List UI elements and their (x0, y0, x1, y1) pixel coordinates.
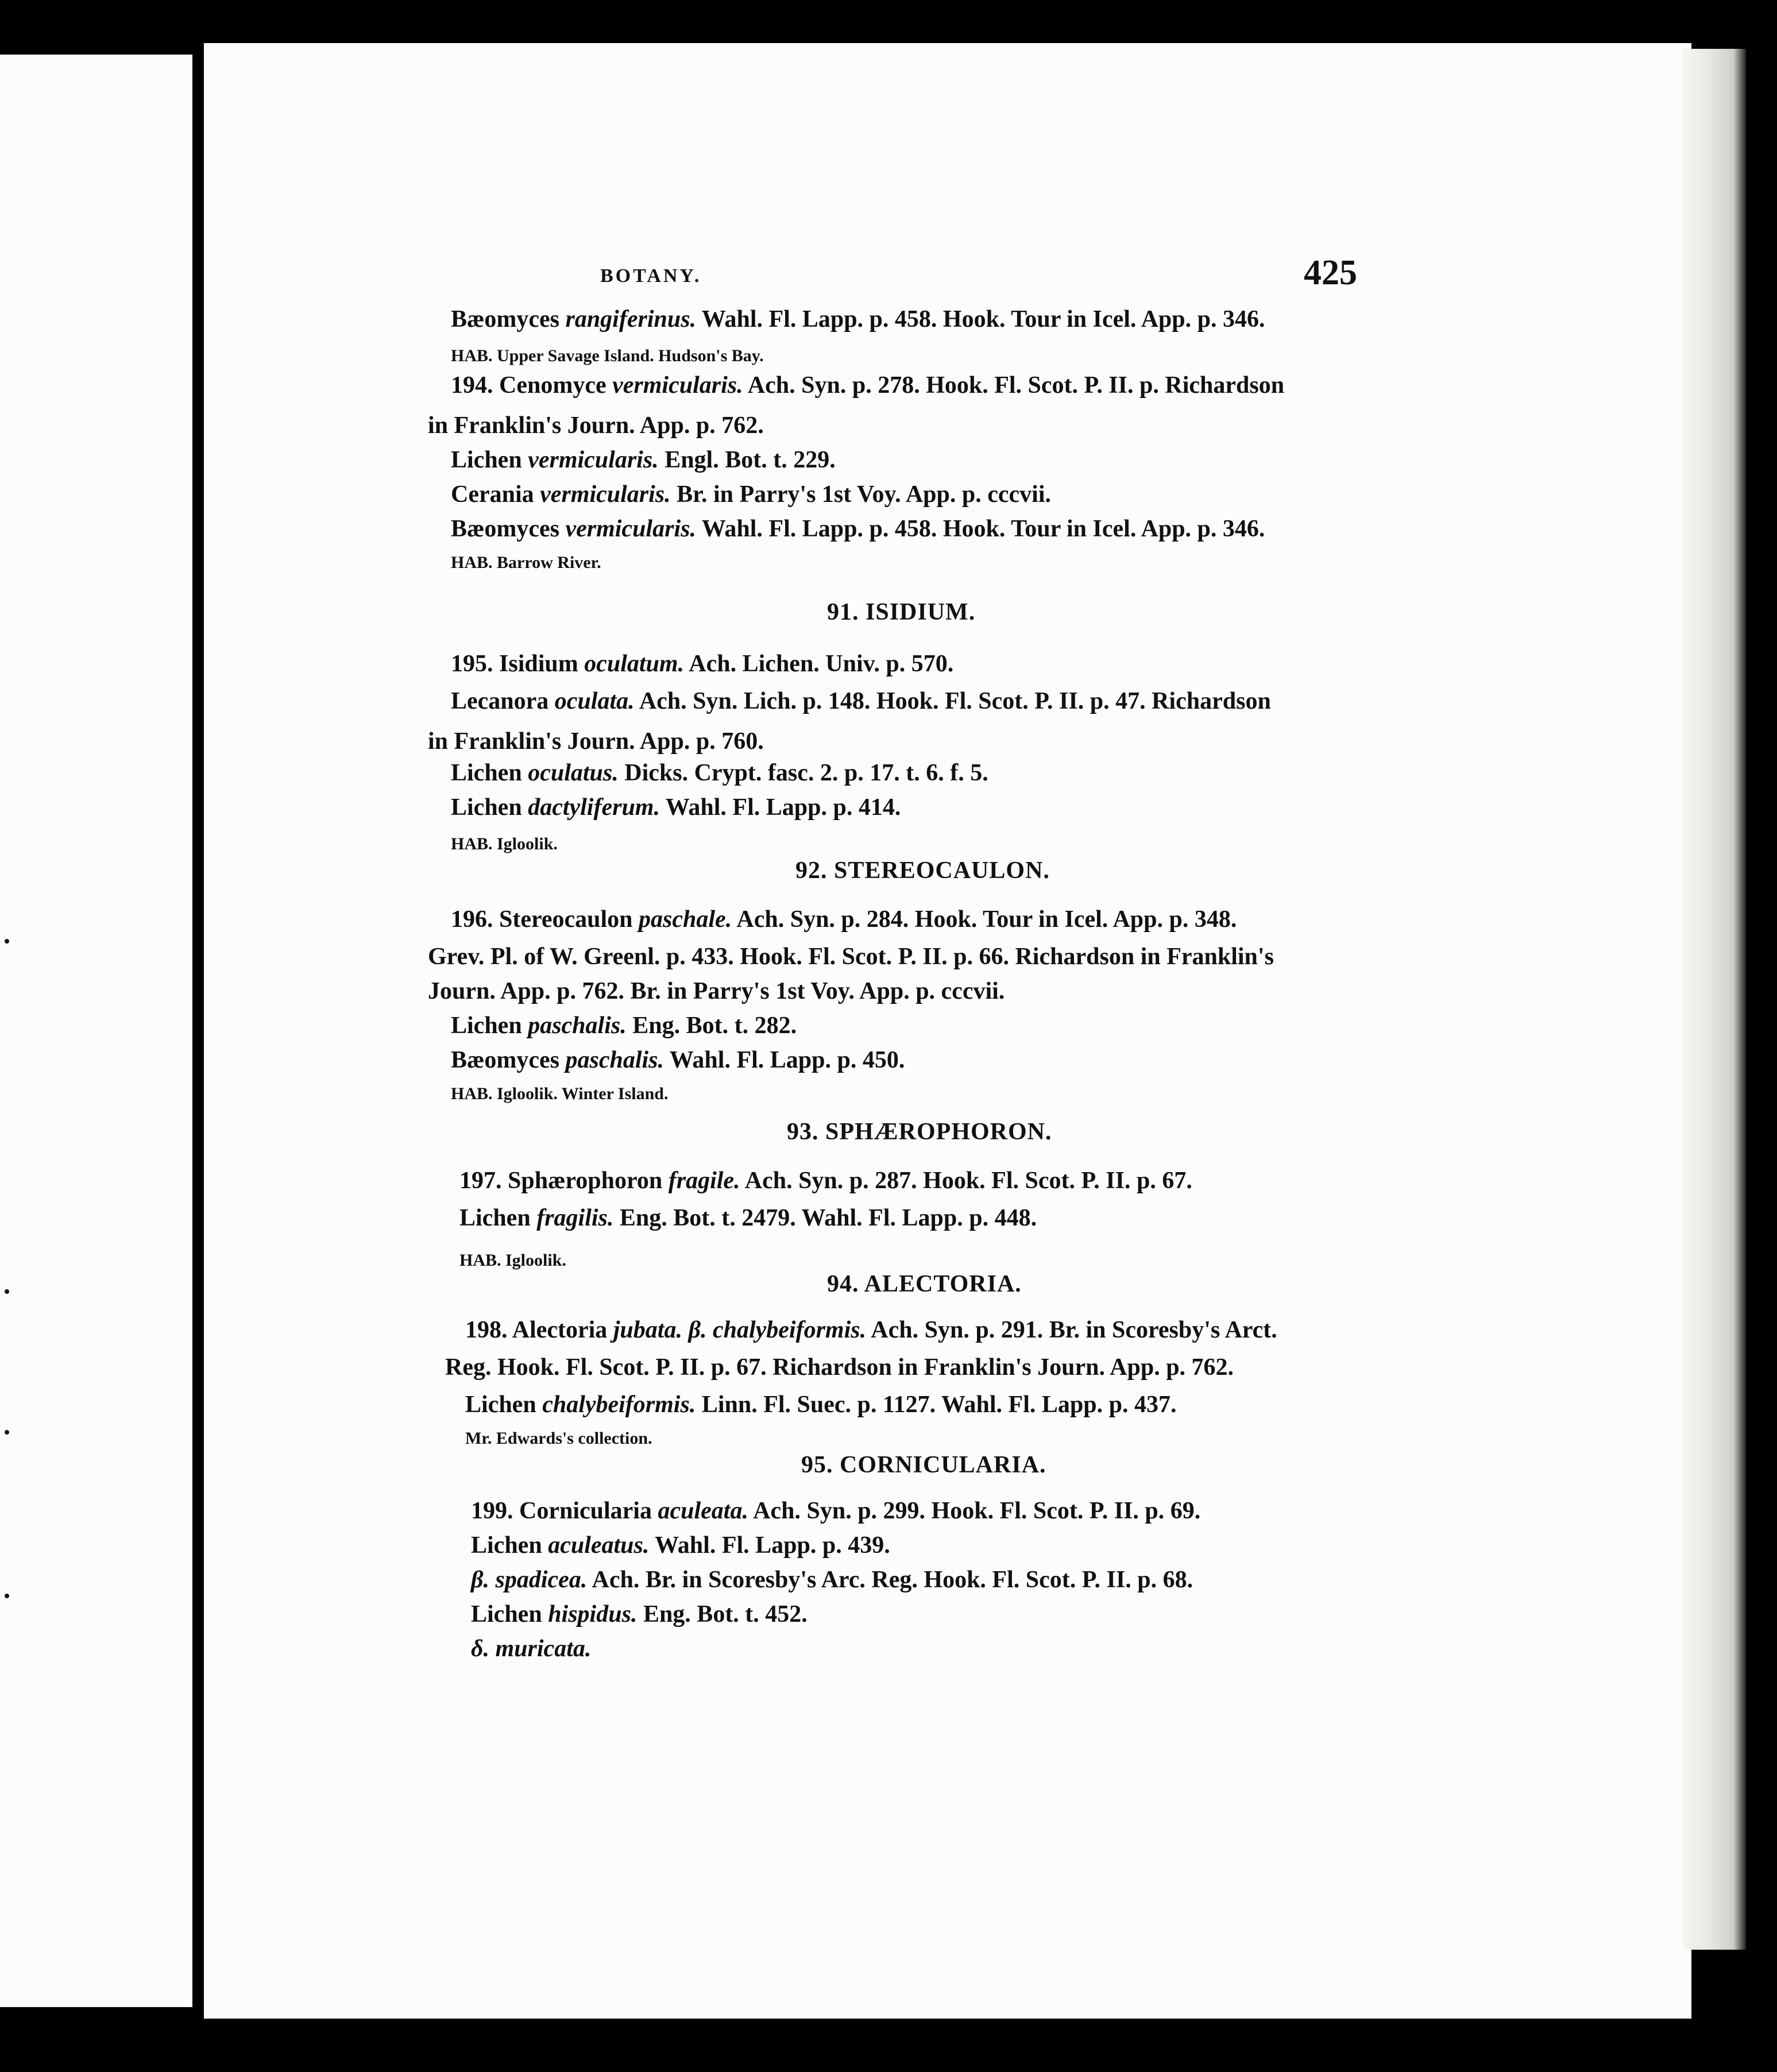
text-line (451, 373, 1284, 397)
text-run: HAB. Barrow River. (451, 553, 601, 572)
text-line (451, 907, 1237, 931)
text-line (451, 517, 1265, 541)
text-line (428, 979, 1005, 1003)
text-line (471, 1533, 890, 1557)
text-run: Ach. Syn. Lich. p. 148. Hook. Fl. Scot. P. II. p. 47. Richardson (634, 688, 1271, 714)
book-page (204, 43, 1691, 2019)
text-run: Wahl. Fl. Lapp. p. 458. Hook. Tour in Icel. App. p. 346. (696, 516, 1265, 542)
species-epithet: fragilis. (536, 1205, 614, 1231)
text-run: Dicks. Crypt. fasc. 2. p. 17. t. 6. f. 5. (618, 760, 988, 786)
text-line (459, 1169, 1192, 1193)
text-run: 198. Alectoria (465, 1317, 613, 1343)
text-run: Lichen (465, 1391, 543, 1418)
text-run: 199. Cornicularia (471, 1498, 658, 1524)
text-run: Bæomyces (451, 516, 566, 542)
text-line (471, 1637, 591, 1661)
text-line (471, 1568, 1193, 1592)
text-run: Lecanora (451, 688, 555, 714)
species-epithet: paschalis. (528, 1012, 627, 1039)
text-line (428, 413, 764, 438)
text-run: Lichen (471, 1532, 548, 1559)
text-run: 194. Cenomyce (451, 372, 613, 399)
genus-heading (787, 1120, 1052, 1144)
text-run: 196. Stereocaulon (451, 906, 639, 933)
habitat-line (459, 1252, 566, 1269)
species-epithet: aculeata. (658, 1498, 748, 1524)
text-line (459, 1206, 1037, 1230)
habitat-line (451, 1085, 668, 1103)
text-run: 195. Isidium (451, 651, 585, 677)
text-run: Engl. Bot. t. 229. (658, 447, 836, 473)
text-run: Ach. Syn. p. 287. Hook. Fl. Scot. P. II. p. 67. (740, 1168, 1192, 1194)
text-run: Lichen (451, 447, 528, 473)
text-run: Wahl. Fl. Lapp. p. 414. (659, 794, 901, 821)
text-line (471, 1602, 808, 1626)
text-run: Bæomyces (451, 306, 566, 333)
habitat-line (451, 836, 558, 853)
habitat-line (465, 1430, 652, 1447)
page-edge (1683, 49, 1746, 1950)
text-line (465, 1318, 1277, 1342)
text-run: Ach. Syn. p. 284. Hook. Tour in Icel. App. p. 348. (732, 906, 1237, 933)
margin-mark (5, 1430, 9, 1435)
text-run: HAB. Upper Savage Island. Hudson's Bay. (451, 346, 764, 365)
text-line (451, 482, 1051, 507)
text-run: 95. CORNICULARIA. (801, 1452, 1046, 1478)
species-epithet: paschalis. (565, 1047, 664, 1073)
text-run: Eng. Bot. t. 282. (626, 1012, 797, 1039)
text-line (428, 729, 764, 753)
text-run: Wahl. Fl. Lapp. p. 450. (664, 1047, 905, 1073)
text-run: Br. in Parry's 1st Voy. App. p. cccvii. (670, 481, 1052, 508)
species-epithet: oculatus. (528, 760, 619, 786)
text-run: Lichen (451, 1012, 528, 1039)
text-line (451, 448, 836, 472)
species-epithet: fragile. (668, 1168, 740, 1194)
text-run: Lichen (471, 1601, 548, 1628)
species-epithet: vermicularis. (540, 481, 671, 508)
running-head: BOTANY. (600, 265, 702, 287)
text-run: in Franklin's Journ. App. p. 760. (428, 728, 764, 755)
species-epithet: chalybeiformis. (542, 1391, 696, 1418)
species-epithet: vermicularis. (528, 447, 659, 473)
text-line (465, 1393, 1176, 1417)
text-line (445, 1355, 1234, 1379)
text-line (428, 945, 1274, 969)
text-line (451, 689, 1271, 713)
text-run: Ach. Syn. p. 299. Hook. Fl. Scot. P. II. p. 69. (748, 1498, 1201, 1524)
text-run: Cerania (451, 481, 540, 508)
species-epithet: vermicularis. (612, 372, 743, 399)
page-number: 425 (1304, 253, 1357, 292)
text-run: Eng. Bot. t. 2479. Wahl. Fl. Lapp. p. 448. (613, 1205, 1037, 1231)
species-epithet: dactyliferum. (528, 794, 660, 821)
text-run: Ach. Br. in Scoresby's Arc. Reg. Hook. Fl. Scot. P. II. p. 68. (587, 1567, 1193, 1593)
text-run: HAB. Igloolik. (451, 834, 558, 853)
species-epithet: oculata. (554, 688, 635, 714)
text-run: Wahl. Fl. Lapp. p. 458. Hook. Tour in Icel. App. p. 346. (696, 306, 1265, 333)
species-epithet: δ. muricata. (471, 1636, 592, 1662)
text-run: Lichen (451, 760, 528, 786)
text-run: 91. ISIDIUM. (827, 599, 976, 625)
text-line (451, 307, 1265, 331)
left-page (0, 55, 192, 2007)
margin-mark (5, 1289, 9, 1294)
habitat-line (451, 554, 601, 571)
species-epithet: paschale. (639, 906, 732, 933)
text-run: Lichen (451, 794, 528, 821)
genus-heading (827, 1272, 1022, 1296)
species-epithet: rangiferinus. (565, 306, 697, 333)
species-epithet: hispidus. (548, 1601, 638, 1628)
text-run: in Franklin's Journ. App. p. 762. (428, 412, 764, 439)
text-line (471, 1499, 1200, 1523)
genus-heading (827, 600, 975, 624)
species-epithet: aculeatus. (548, 1532, 650, 1559)
text-line (451, 1014, 797, 1038)
genus-heading (801, 1453, 1046, 1477)
text-line (451, 761, 988, 785)
text-run: 93. SPHÆROPHORON. (787, 1119, 1052, 1145)
species-epithet: jubata. β. chalybeiformis. (613, 1317, 867, 1343)
text-run: Eng. Bot. t. 452. (637, 1601, 808, 1628)
text-line (451, 652, 953, 676)
habitat-line (451, 347, 764, 365)
text-run: Mr. Edwards's collection. (465, 1429, 652, 1448)
species-epithet: oculatum. (584, 651, 685, 677)
text-run: Reg. Hook. Fl. Scot. P. II. p. 67. Richardson in Franklin's Journ. App. p. 762. (445, 1354, 1234, 1381)
text-run: Wahl. Fl. Lapp. p. 439. (649, 1532, 890, 1559)
text-run: Ach. Syn. p. 278. Hook. Fl. Scot. P. II. p. Richardson (743, 372, 1285, 399)
text-run: Linn. Fl. Suec. p. 1127. Wahl. Fl. Lapp. p. 437. (696, 1391, 1177, 1418)
text-run: Journ. App. p. 762. Br. in Parry's 1st Voy. App. p. cccvii. (428, 978, 1005, 1004)
text-run: Lichen (459, 1205, 537, 1231)
text-run: 197. Sphærophoron (459, 1168, 669, 1194)
species-epithet: vermicularis. (565, 516, 696, 542)
text-run: HAB. Igloolik. (459, 1251, 566, 1270)
text-run: 92. STEREOCAULON. (795, 857, 1050, 884)
text-run: 94. ALECTORIA. (827, 1271, 1022, 1297)
margin-mark (5, 1594, 9, 1598)
text-run: Ach. Lichen. Univ. p. 570. (684, 651, 954, 677)
genus-heading (795, 859, 1050, 883)
text-run: Bæomyces (451, 1047, 566, 1073)
text-line (451, 1048, 905, 1072)
text-run: Grev. Pl. of W. Greenl. p. 433. Hook. Fl. Scot. P. II. p. 66. Richardson in Franklin's (428, 944, 1274, 970)
margin-mark (5, 939, 9, 944)
text-run: HAB. Igloolik. Winter Island. (451, 1084, 669, 1103)
text-run: Ach. Syn. p. 291. Br. in Scoresby's Arct. (866, 1317, 1277, 1343)
text-line (451, 795, 901, 819)
species-epithet: β. spadicea. (471, 1567, 588, 1593)
